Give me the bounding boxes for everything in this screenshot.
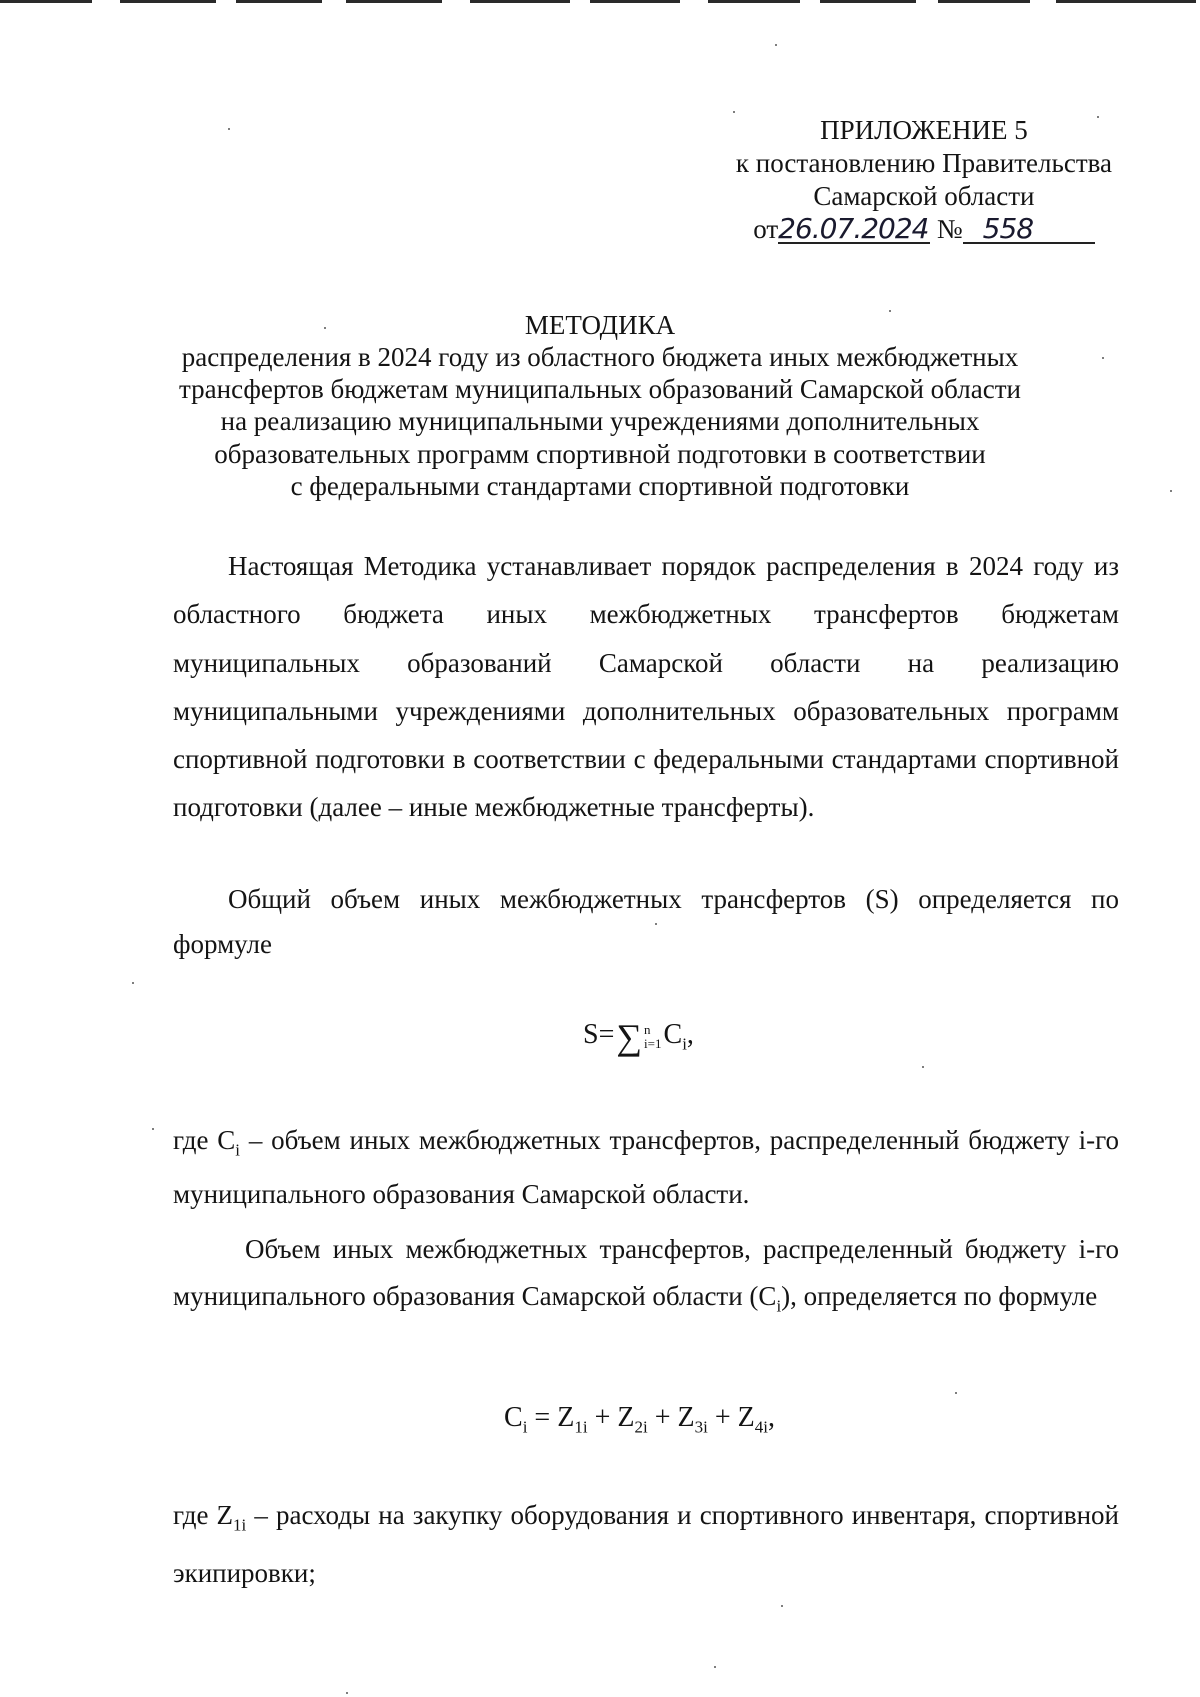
- formula-ci-tail: ,: [767, 1402, 775, 1433]
- appendix-line-2: к постановлению Правительства: [735, 148, 1112, 178]
- ci-volume-text-a: Объем иных межбюджетных трансфертов, распределенный бюджету i-го муниципального образования Самарской области (C: [173, 1234, 1119, 1311]
- formula-ci-z3-sub: 3i: [694, 1417, 708, 1437]
- ci-prefix: где C: [173, 1125, 236, 1155]
- paragraph-ci-volume: [173, 1226, 1119, 1329]
- paragraph-total-volume: Общий объем иных межбюджетных трансфертов (S) определяется по формуле: [173, 884, 1119, 959]
- sum-upper-limit: n: [644, 1021, 651, 1037]
- formula-ci-eq: =: [527, 1402, 558, 1433]
- formula-ci-z1-sub: 1i: [574, 1417, 588, 1437]
- formula-total-sum: [583, 1016, 694, 1058]
- sigma-symbol: ∑: [616, 1017, 643, 1057]
- sum-limits: [644, 1023, 661, 1051]
- z1-sub: 1i: [233, 1515, 247, 1535]
- formula-ci-z2: Z: [617, 1402, 635, 1433]
- formula-tail: ,: [686, 1019, 694, 1050]
- title-line-4: образовательных программ спортивной подготовки в соответствии: [214, 438, 986, 469]
- appendix-date-line: [736, 213, 1112, 246]
- handwritten-number: 558: [982, 212, 1034, 245]
- paragraph-intro: Настоящая Методика устанавливает порядок распределения в 2024 году из областного бюджета иных межбюджетных трансфертов бюджетам муниципальных образований Самарской области на реализацию муниципальными учреждениями дополнительных образовательных программ спортивной подготовки в соответствии с федеральными стандартами спортивной подготовки (далее – иные межбюджетные трансферты).: [173, 551, 1119, 823]
- formula-ci-z4: Z: [737, 1402, 755, 1433]
- formula-lhs: S=: [583, 1019, 615, 1050]
- ci-sub: i: [235, 1140, 241, 1160]
- title-line-3: на реализацию муниципальными учреждениями дополнительных: [220, 406, 980, 437]
- formula-ci-c: C: [504, 1402, 523, 1433]
- formula-ci-plus-2: +: [647, 1402, 678, 1433]
- title-line-1: распределения в 2024 году из областного бюджета иных межбюджетных: [181, 342, 1019, 372]
- appendix-line-3: Самарской области: [813, 181, 1035, 211]
- sum-lower-limit: i=1: [644, 1035, 662, 1051]
- appendix-title: ПРИЛОЖЕНИЕ 5: [820, 115, 1028, 145]
- formula-ci-plus-3: +: [707, 1402, 738, 1433]
- date-prefix: от: [753, 214, 779, 244]
- scan-top-edge: [0, 0, 1200, 4]
- appendix-header: [736, 114, 1112, 246]
- ci-volume-text-b: ), определяется по формуле: [781, 1281, 1098, 1311]
- formula-ci-z1: Z: [557, 1402, 575, 1433]
- ci-volume-sub: i: [776, 1296, 782, 1316]
- z1-prefix: где Z: [173, 1500, 234, 1530]
- formula-ci-z2-sub: 2i: [634, 1417, 648, 1437]
- title-line-2: трансфертов бюджетам муниципальных образований Самарской области: [179, 374, 1021, 405]
- document-title: [150, 308, 1050, 502]
- formula-term-sub: i: [682, 1034, 687, 1054]
- date-field: [778, 212, 930, 245]
- handwritten-date: 26.07.2024: [778, 212, 929, 245]
- formula-ci-z4-sub: 4i: [754, 1417, 768, 1437]
- title-heading: МЕТОДИКА: [524, 310, 676, 340]
- formula-ci: [504, 1402, 775, 1438]
- ci-text: – объем иных межбюджетных трансфертов, распределенный бюджету i-го муниципального образования Самарской области.: [173, 1125, 1119, 1210]
- paragraph-ci-definition: [173, 1118, 1119, 1217]
- number-field: [963, 212, 1095, 245]
- paragraph-z1-definition: [173, 1491, 1119, 1597]
- formula-term: C: [663, 1019, 683, 1050]
- title-line-5: с федеральными стандартами спортивной подготовки: [290, 470, 910, 501]
- formula-ci-z3: Z: [677, 1402, 695, 1433]
- formula-ci-plus-1: +: [587, 1402, 618, 1433]
- z1-text: – расходы на закупку оборудования и спортивного инвентаря, спортивной экипировки;: [173, 1500, 1119, 1589]
- formula-ci-c-sub: i: [522, 1417, 528, 1437]
- number-sign: №: [936, 214, 963, 244]
